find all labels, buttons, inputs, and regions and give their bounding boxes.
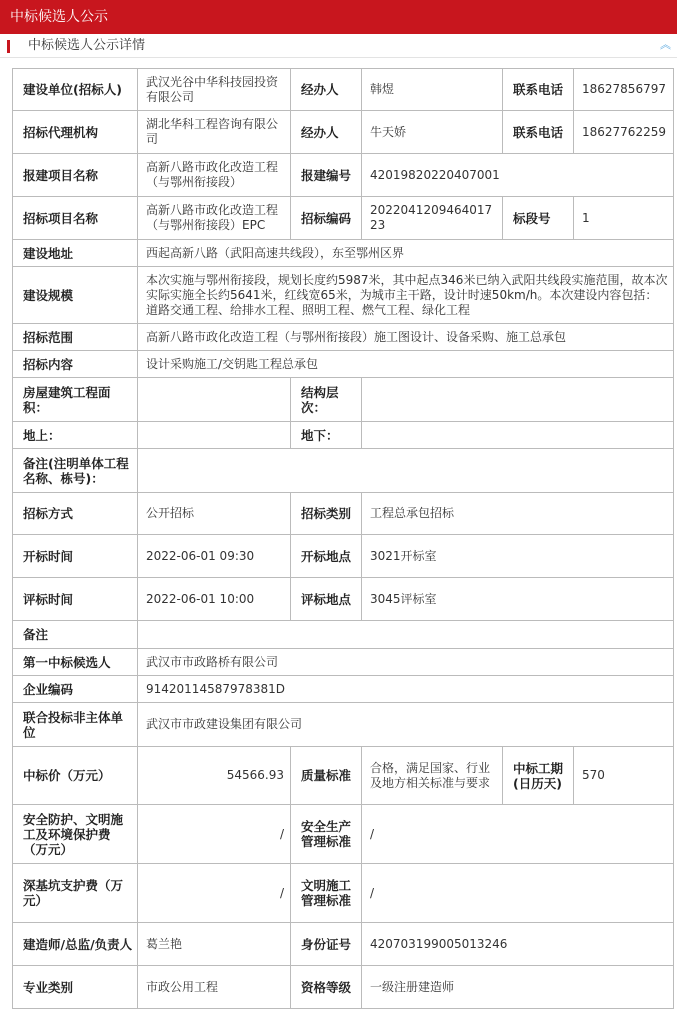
table-row bbox=[13, 449, 674, 493]
table-row bbox=[13, 864, 674, 923]
bid-method-value: 公开招标 bbox=[138, 493, 291, 535]
table-row bbox=[13, 923, 674, 966]
table-row bbox=[13, 111, 674, 154]
scope-label: 招标范围 bbox=[13, 324, 138, 351]
detail-table bbox=[12, 68, 674, 1009]
eval-time-label: 评标时间 bbox=[13, 578, 138, 621]
handler-value: 牛天娇 bbox=[362, 111, 503, 154]
open-place-value: 3021开标室 bbox=[362, 535, 674, 578]
structure-floors-label: 结构层次： bbox=[291, 378, 362, 422]
collapse-icon[interactable]: ︽ bbox=[660, 38, 671, 51]
civil-std-label: 文明施工管理标准 bbox=[291, 864, 362, 923]
manager-label: 建造师/总监/负责人 bbox=[13, 923, 138, 966]
table-row bbox=[13, 703, 674, 747]
scope-value: 高新八路市政化改造工程（与鄂州衔接段）施工图设计、设备采购、施工总承包 bbox=[138, 324, 674, 351]
quality-std-label: 质量标准 bbox=[291, 747, 362, 805]
id-no-value: 420703199005013246 bbox=[362, 923, 674, 966]
report-project-name-label: 报建项目名称 bbox=[13, 154, 138, 197]
specialty-value: 市政公用工程 bbox=[138, 966, 291, 1009]
below-ground-label: 地下： bbox=[291, 422, 362, 449]
eval-place-label: 评标地点 bbox=[291, 578, 362, 621]
table-row bbox=[13, 422, 674, 449]
agency-value: 湖北华科工程咨询有限公司 bbox=[138, 111, 291, 154]
bid-type-value: 工程总承包招标 bbox=[362, 493, 674, 535]
scale-label: 建设规模 bbox=[13, 267, 138, 324]
builder-value: 武汉光谷中华科技园投资有限公司 bbox=[138, 69, 291, 111]
above-ground-value bbox=[138, 422, 291, 449]
section-no-value: 1 bbox=[574, 197, 674, 240]
remark-unit-value bbox=[138, 449, 674, 493]
structure-floors-value bbox=[362, 378, 674, 422]
phone-label: 联系电话 bbox=[503, 69, 574, 111]
remark-label: 备注 bbox=[13, 621, 138, 649]
open-time-label: 开标时间 bbox=[13, 535, 138, 578]
phone-value: 18627762259 bbox=[574, 111, 674, 154]
eval-place-value: 3045评标室 bbox=[362, 578, 674, 621]
handler-value: 韩煜 bbox=[362, 69, 503, 111]
content-label: 招标内容 bbox=[13, 351, 138, 378]
table-row bbox=[13, 747, 674, 805]
joint-non-main-label: 联合投标非主体单位 bbox=[13, 703, 138, 747]
table-row bbox=[13, 578, 674, 621]
table-row bbox=[13, 351, 674, 378]
handler-label: 经办人 bbox=[291, 111, 362, 154]
table-row bbox=[13, 324, 674, 351]
scale-value: 本次实施与鄂州衔接段，规划长度约5987米，其中起点346米已纳入武阳共线段实施范围，故本次实际实施全长约5641米，红线宽65米，为城市主干路，设计时速50km/h。本次建设内容包括：道路交通工程、给排水工程、照明工程、燃气工程、绿化工程 bbox=[138, 267, 674, 324]
bid-no-value: 202204120946401723 bbox=[362, 197, 503, 240]
manager-value: 葛兰艳 bbox=[138, 923, 291, 966]
eval-time-value: 2022-06-01 10:00 bbox=[138, 578, 291, 621]
table-row bbox=[13, 197, 674, 240]
table-row bbox=[13, 966, 674, 1009]
safety-fee-label: 安全防护、文明施工及环境保护费（万元） bbox=[13, 805, 138, 864]
table-row bbox=[13, 378, 674, 422]
table-row bbox=[13, 267, 674, 324]
agency-label: 招标代理机构 bbox=[13, 111, 138, 154]
safety-std-value: / bbox=[362, 805, 674, 864]
qualification-label: 资格等级 bbox=[291, 966, 362, 1009]
specialty-label: 专业类别 bbox=[13, 966, 138, 1009]
house-area-label: 房屋建筑工程面积： bbox=[13, 378, 138, 422]
address-label: 建设地址 bbox=[13, 240, 138, 267]
section-marker bbox=[7, 40, 10, 53]
table-row bbox=[13, 493, 674, 535]
section-header bbox=[0, 34, 677, 58]
section-no-label: 标段号 bbox=[503, 197, 574, 240]
period-value: 570 bbox=[574, 747, 674, 805]
table-row bbox=[13, 676, 674, 703]
bid-price-label: 中标价（万元） bbox=[13, 747, 138, 805]
table-row bbox=[13, 154, 674, 197]
section-title: 中标候选人公示详情 bbox=[28, 38, 146, 53]
joint-non-main-value: 武汉市市政建设集团有限公司 bbox=[138, 703, 674, 747]
first-candidate-label: 第一中标候选人 bbox=[13, 649, 138, 676]
phone-value: 18627856797 bbox=[574, 69, 674, 111]
address-value: 西起高新八路（武阳高速共线段），东至鄂州区界 bbox=[138, 240, 674, 267]
bid-project-name-value: 高新八路市政化改造工程（与鄂州衔接段）EPC bbox=[138, 197, 291, 240]
pit-fee-value: / bbox=[138, 864, 291, 923]
report-no-value: 42019820220407001 bbox=[362, 154, 674, 197]
enterprise-code-label: 企业编码 bbox=[13, 676, 138, 703]
qualification-value: 一级注册建造师 bbox=[362, 966, 674, 1009]
quality-std-value: 合格，满足国家、行业及地方相关标准与要求 bbox=[362, 747, 503, 805]
table-row bbox=[13, 240, 674, 267]
phone-label: 联系电话 bbox=[503, 111, 574, 154]
page-header: 中标候选人公示 bbox=[0, 0, 677, 34]
bid-price-value: 54566.93 bbox=[138, 747, 291, 805]
house-area-value bbox=[138, 378, 291, 422]
bid-type-label: 招标类别 bbox=[291, 493, 362, 535]
open-time-value: 2022-06-01 09:30 bbox=[138, 535, 291, 578]
below-ground-value bbox=[362, 422, 674, 449]
above-ground-label: 地上： bbox=[13, 422, 138, 449]
pit-fee-label: 深基坑支护费（万元） bbox=[13, 864, 138, 923]
table-row bbox=[13, 649, 674, 676]
bid-no-label: 招标编码 bbox=[291, 197, 362, 240]
table-row bbox=[13, 69, 674, 111]
first-candidate-value: 武汉市市政路桥有限公司 bbox=[138, 649, 674, 676]
table-row bbox=[13, 535, 674, 578]
table-row bbox=[13, 621, 674, 649]
bid-method-label: 招标方式 bbox=[13, 493, 138, 535]
report-no-label: 报建编号 bbox=[291, 154, 362, 197]
enterprise-code-value: 91420114587978381D bbox=[138, 676, 674, 703]
open-place-label: 开标地点 bbox=[291, 535, 362, 578]
civil-std-value: / bbox=[362, 864, 674, 923]
table-row bbox=[13, 805, 674, 864]
bid-project-name-label: 招标项目名称 bbox=[13, 197, 138, 240]
remark-unit-label: 备注(注明单体工程名称、栋号)： bbox=[13, 449, 138, 493]
report-project-name-value: 高新八路市政化改造工程（与鄂州衔接段） bbox=[138, 154, 291, 197]
safety-std-label: 安全生产管理标准 bbox=[291, 805, 362, 864]
remark-value bbox=[138, 621, 674, 649]
content-value: 设计采购施工/交钥匙工程总承包 bbox=[138, 351, 674, 378]
period-label: 中标工期(日历天) bbox=[503, 747, 574, 805]
safety-fee-value: / bbox=[138, 805, 291, 864]
builder-label: 建设单位(招标人) bbox=[13, 69, 138, 111]
id-no-label: 身份证号 bbox=[291, 923, 362, 966]
handler-label: 经办人 bbox=[291, 69, 362, 111]
